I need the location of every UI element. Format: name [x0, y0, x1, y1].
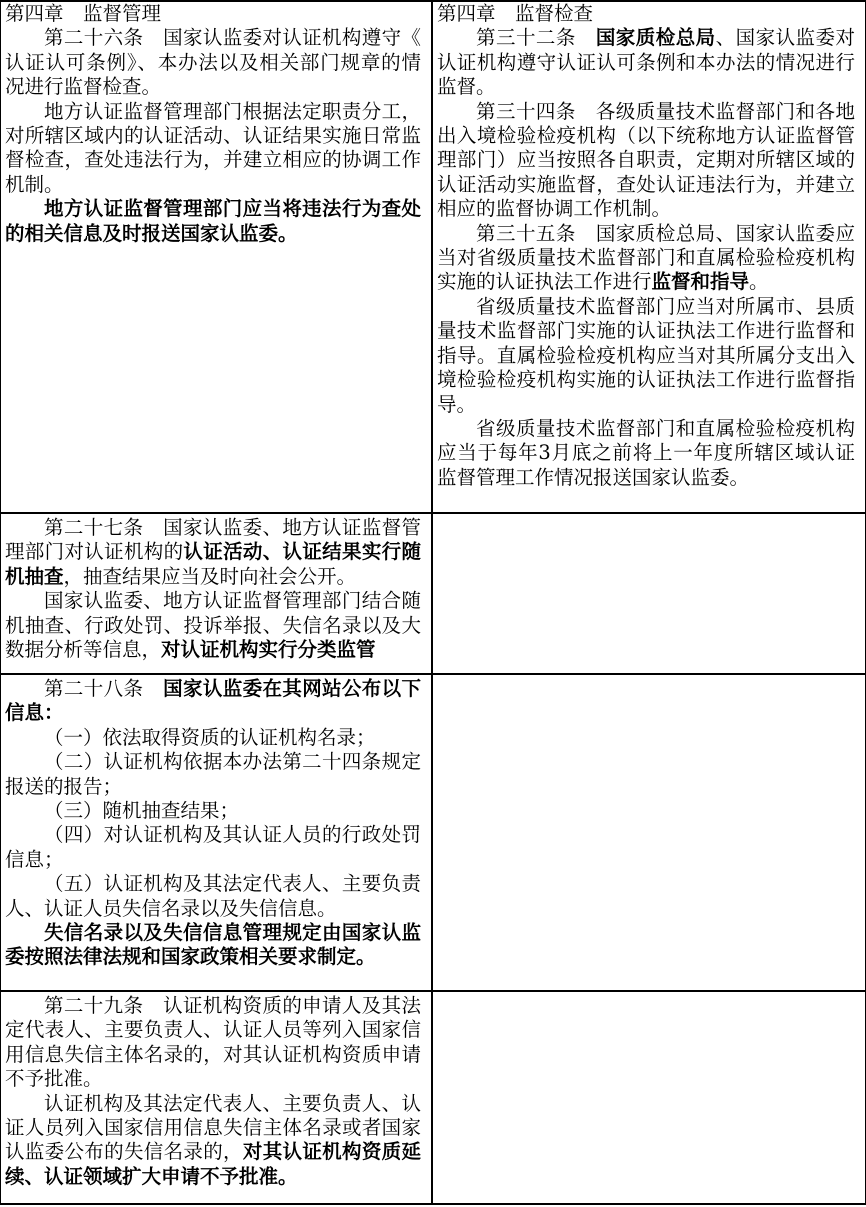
article-text: 省级质量技术监督部门和直属检验检疫机构应当于每年3月底之前将上一年度所辖区域认证监督管理工作情况报送国家认监委。 [437, 416, 855, 489]
article-text: 地方认证监督管理部门根据法定职责分工，对所辖区域内的认证活动、认证结果实施日常监督检查，查处违法行为，并建立相应的协调工作机制。 [5, 99, 421, 196]
cell-new-version-disclosure [1, 675, 433, 990]
article-text: 第二十七条 国家认监委、地方认证监督管理部门对认证机构的 [5, 516, 421, 564]
article-35-paragraph-2 [437, 295, 855, 417]
list-item [5, 750, 421, 799]
highlight-text: 对认证机构实行分类监管 [161, 638, 376, 662]
highlight-text: 地方认证监督管理部门应当将违法行为查处的相关信息及时报送国家认监委。 [5, 197, 421, 245]
article-text: 第二十九条 认证机构资质的申请人及其法定代表人、主要负责人、认证人员等列入国家信用信息失信主体名录的，对其认证机构资质申请不予批准。 [5, 994, 421, 1091]
list-item-text: （二）认证机构依据本办法第二十四条规定报送的报告； [5, 750, 421, 798]
chapter-heading: 第四章 监督检查 [437, 2, 594, 25]
article-26-paragraph-3 [5, 197, 421, 246]
article-34 [437, 100, 855, 222]
article-text: 国家认监委、地方认证监督管理部门结合随机抽查、行政处罚、投诉举报、失信名录以及大数据分析等信息， [5, 589, 421, 662]
list-item [5, 726, 421, 750]
table-row-article-28 [0, 675, 866, 992]
article-text: 认证机构及其法定代表人、主要负责人、认证人员列入国家信用信息失信主体名录或者国家认监委公布的失信名录的， [5, 1091, 421, 1164]
article-text: 第二十八条 [44, 677, 164, 700]
article-text: 。 [749, 270, 769, 294]
highlight-text: 监督和指导 [651, 270, 750, 294]
highlight-text: 认证活动、认证结果实行随机抽查 [5, 540, 421, 588]
article-35-paragraph-3 [437, 417, 855, 490]
list-item [5, 823, 421, 872]
list-item-text: （一）依法取得资质的认证机构名录； [44, 725, 376, 749]
article-29 [5, 994, 421, 1092]
article-27-paragraph-2 [5, 589, 421, 662]
highlight-text: 国家认监委在其网站公布以下信息： [5, 677, 421, 725]
list-item [5, 872, 421, 921]
list-item-text: （三）随机抽查结果； [44, 799, 240, 823]
list-item [5, 799, 421, 823]
cell-new-version-credit [1, 992, 433, 1203]
highlight-text: 国家质检总局 [595, 26, 716, 50]
article-26-paragraph-2 [5, 100, 421, 198]
article-28 [5, 677, 421, 726]
chapter-heading: 第四章 监督管理 [5, 2, 162, 25]
cell-old-version-empty [433, 514, 865, 673]
cell-new-version-random-check [1, 514, 433, 673]
article-text: 第二十六条 国家认监委对认证机构遵守《认证认可条例》、本办法以及相关部门规章的情况进行监督检查。 [5, 26, 421, 99]
cell-old-version-empty [433, 675, 865, 990]
article-text: 、国家认监委对认证机构遵守认证认可条例和本办法的情况进行监督。 [437, 26, 855, 99]
highlight-text: 失信名录以及失信信息管理规定由国家认监委按照法律法规和国家政策相关要求制定。 [5, 921, 421, 969]
table-row-article-27 [0, 514, 866, 675]
article-text: ，抽查结果应当及时向社会公开。 [63, 564, 357, 588]
article-27 [5, 516, 421, 589]
article-text: 第三十五条 国家质检总局、国家认监委应当对省级质量技术监督部门和直属检验检疫机构实施的认证执法工作进行 [437, 221, 855, 294]
table-row-chapter-four [0, 0, 866, 514]
cell-new-version-supervision [1, 2, 433, 512]
article-35 [437, 222, 855, 295]
table-row-article-29 [0, 992, 866, 1205]
article-26 [5, 26, 421, 99]
article-text: 省级质量技术监督部门应当对所属市、县质量技术监督部门实施的认证执法工作进行监督和指导。直属检验检疫机构应当对其所属分支出入境检验检疫机构实施的认证执法工作进行监督指导。 [437, 294, 855, 416]
article-text: 第三十四条 各级质量技术监督部门和各地出入境检验检疫机构（以下统称地方认证监督管理部门）应当按照各自职责，定期对所辖区域的认证活动实施监督，查处认证违法行为，并建立相应的监督协调工作机制。 [437, 99, 855, 221]
article-text: 第三十二条 [476, 26, 596, 50]
list-item-text: （四）对认证机构及其认证人员的行政处罚信息； [5, 823, 421, 871]
article-28-paragraph-2 [5, 921, 421, 970]
article-29-paragraph-2 [5, 1092, 421, 1190]
list-item-text: （五）认证机构及其法定代表人、主要负责人、认证人员失信名录以及失信信息。 [5, 872, 421, 920]
cell-old-version-empty [433, 992, 865, 1203]
article-32 [437, 26, 855, 99]
highlight-text: 对其认证机构资质延续、认证领域扩大申请不予批准。 [5, 1140, 421, 1188]
cell-old-version-inspection [433, 2, 865, 512]
